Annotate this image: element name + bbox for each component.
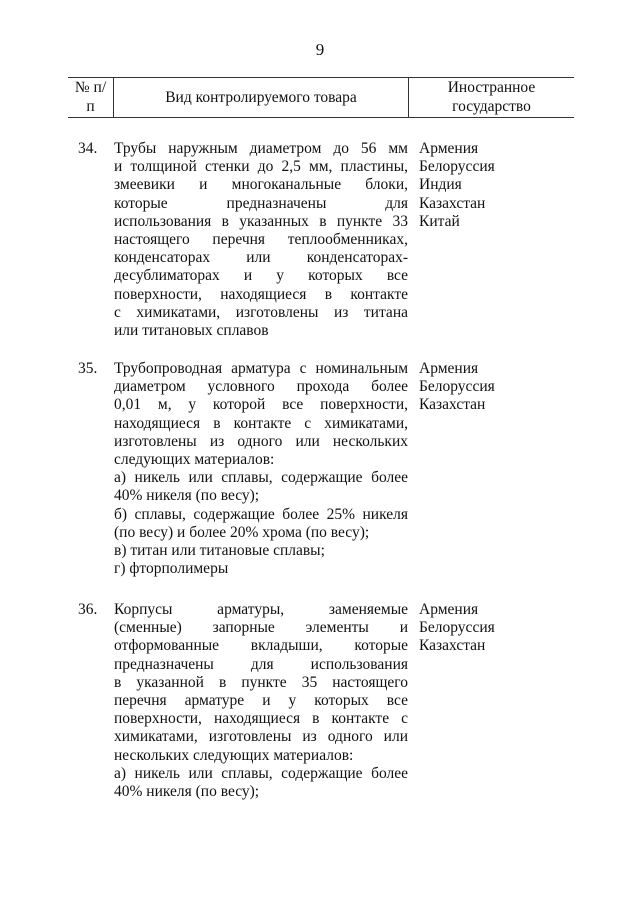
country-name: Белоруссия — [419, 378, 495, 396]
description-line: г) фторполимеры — [114, 560, 229, 578]
country-name: Индия — [419, 176, 462, 194]
header-col-num — [68, 78, 113, 116]
description-line: 40% никеля (по весу); — [114, 783, 260, 801]
header-col-country-label: Иностранное государство — [447, 79, 536, 115]
row-countries — [419, 360, 579, 415]
description-line: змеевики и многоканальные блоки, — [114, 176, 408, 194]
country-name: Армения — [419, 140, 479, 157]
country-name: Казахстан — [419, 194, 486, 212]
description-line: химикатами, изготовлены из одного или — [114, 728, 408, 746]
description-line: которые предназначены для — [114, 194, 408, 212]
row-number: 34. — [78, 140, 98, 157]
row-description — [114, 601, 408, 801]
country-name: Белоруссия — [419, 619, 495, 637]
header-bottom-rule — [68, 117, 574, 118]
description-line: использования в указанных в пункте 33 — [114, 212, 408, 230]
table-header — [68, 77, 574, 117]
description-line: б) сплавы, содержащие более 25% никеля — [114, 505, 408, 523]
header-col-country — [409, 78, 574, 116]
country-name: Белоруссия — [419, 158, 495, 176]
description-line: с химикатами, изготовлены из титана — [114, 303, 408, 321]
description-line: в указанной в пункте 35 настоящего — [114, 673, 408, 691]
description-line: настоящего перечня теплообменниках, — [114, 231, 408, 249]
description-line: (по весу) и более 20% хрома (по весу); — [114, 523, 370, 541]
description-line: а) никель или сплавы, содержащие более — [114, 469, 408, 487]
description-line: изготовлены из одного или нескольких — [114, 432, 408, 450]
country-name: Армения — [419, 601, 479, 618]
description-line: а) никель или сплавы, содержащие более — [114, 764, 408, 782]
country-name: Казахстан — [419, 396, 486, 414]
description-line: нескольких следующих материалов: — [114, 746, 354, 764]
country-name: Казахстан — [419, 637, 486, 655]
description-line: 0,01 м, у которой все поверхности, — [114, 396, 408, 414]
header-col-name: Вид контролируемого товара — [165, 88, 357, 106]
description-line: Трубы наружным диаметром до 56 мм — [114, 140, 408, 157]
page-number: 9 — [315, 40, 325, 59]
description-line: или титановых сплавов — [114, 322, 269, 340]
description-line: отформованные вкладыши, которые — [114, 637, 408, 655]
description-line: 40% никеля (по весу); — [114, 487, 260, 505]
country-name: Армения — [419, 360, 479, 377]
description-line: следующих материалов: — [114, 451, 275, 469]
description-line: поверхности, находящиеся в контакте с — [114, 710, 408, 728]
description-line: и толщиной стенки до 2,5 мм, пластины, — [114, 158, 408, 176]
description-line: в) титан или титановые сплавы; — [114, 542, 325, 560]
description-line: предназначены для использования — [114, 655, 408, 673]
description-line: диаметром условного прохода более — [114, 378, 408, 396]
description-line: конденсаторах или конденсаторах- — [114, 249, 408, 267]
row-description — [114, 140, 408, 340]
description-line: находящиеся в контакте с химикатами, — [114, 414, 408, 432]
header-col-num-label: № п/п — [74, 79, 107, 115]
row-number: 36. — [78, 601, 98, 618]
description-line: Корпусы арматуры, заменяемые — [114, 601, 408, 618]
description-line: Трубопроводная арматура с номинальным — [114, 360, 408, 377]
country-name: Китай — [419, 212, 460, 230]
row-description — [114, 360, 408, 578]
row-number: 35. — [78, 360, 98, 377]
description-line: (сменные) запорные элементы и — [114, 619, 408, 637]
row-countries — [419, 140, 579, 231]
description-line: перечня арматуре и у которых все — [114, 692, 408, 710]
row-countries — [419, 601, 579, 656]
description-line: десублиматорах и у которых все — [114, 267, 408, 285]
description-line: поверхности, находящиеся в контакте — [114, 285, 408, 303]
